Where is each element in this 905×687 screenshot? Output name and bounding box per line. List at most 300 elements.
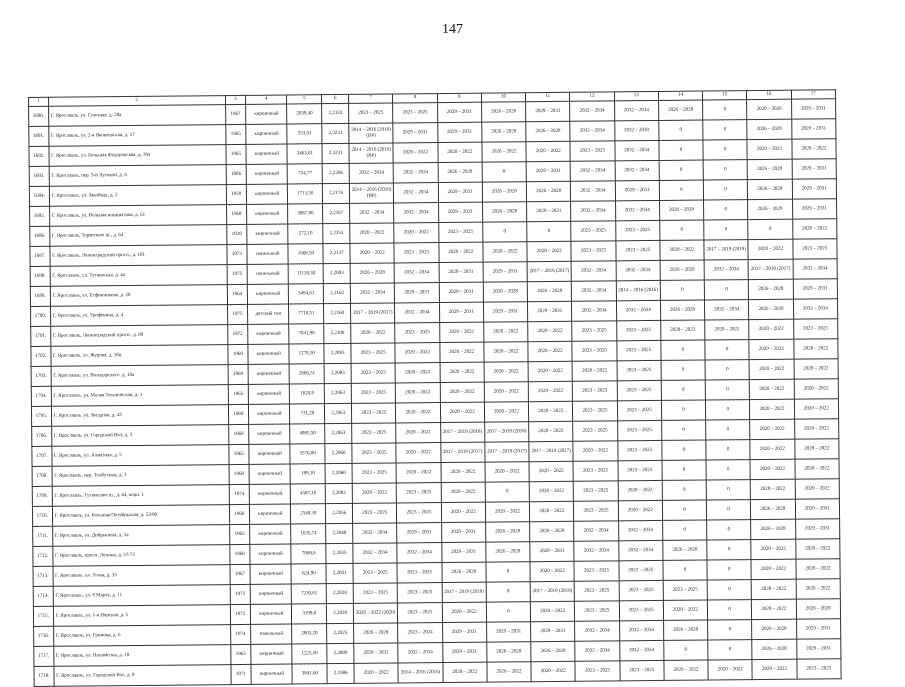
table-cell: 2020 – 2022: [794, 359, 839, 379]
table-cell: 1714.: [33, 586, 53, 606]
table-cell: 2,2060: [325, 463, 352, 483]
table-cell: 2020 – 2022: [663, 600, 707, 620]
table-cell: 2023 – 2025: [353, 563, 397, 583]
table-cell: 2032 – 2034: [570, 161, 614, 181]
table-cell: 1967: [225, 104, 246, 124]
column-number-header: 17: [791, 90, 836, 99]
table-cell: 1965: [228, 384, 249, 404]
page-number: 147: [442, 22, 463, 37]
table-cell: 2032 – 2030: [614, 120, 658, 140]
table-cell: 2017 – 2019 (2018): [440, 422, 484, 442]
table-cell: 2020 – 2022: [792, 139, 837, 159]
table-cell: 1696.: [30, 226, 50, 246]
table-cell: 0: [486, 602, 530, 622]
table-cell: 0: [659, 160, 703, 180]
table-cell: 2032 – 2034: [619, 620, 663, 640]
address-cell: Г. Ярославль, Тормозное ш., д. 64: [49, 225, 226, 247]
table-cell: 3576,80: [290, 444, 325, 464]
table-cell: кирпичный: [249, 404, 290, 424]
table-cell: 1702.: [31, 346, 51, 366]
table-cell: 1969: [228, 404, 249, 424]
table-cell: 2029 – 2031: [791, 119, 836, 139]
table-cell: 189,10: [290, 464, 325, 484]
table-cell: 2032 – 2034: [353, 523, 397, 543]
table-cell: 2026 – 2028: [486, 542, 530, 562]
table-cell: 0: [706, 440, 750, 460]
table-cell: 2039,40: [287, 104, 322, 124]
table-cell: 2029 – 2031: [791, 99, 836, 119]
table-cell: 1969: [229, 464, 250, 484]
table-cell: 0: [659, 180, 703, 200]
table-cell: 7230,61: [292, 584, 327, 604]
table-cell: 2020 – 2022: [484, 342, 528, 362]
table-cell: 2020 – 2022: [795, 539, 840, 559]
table-cell: 1967: [230, 564, 251, 584]
address-cell: Г. Ярославль, ул. Малая Техническая, д. 1: [51, 385, 228, 407]
address-cell: Г. Ярославль, пер. Толбухина, д. 3: [52, 465, 229, 487]
table-cell: 2,2153: [323, 223, 350, 243]
table-cell: 2020 – 2022: [664, 660, 708, 680]
table-cell: 2023 – 2025: [393, 103, 437, 123]
table-cell: 2029 – 2031: [527, 201, 571, 221]
table-cell: 2032 – 2034: [618, 540, 662, 560]
table-cell: 2,2167: [323, 203, 350, 223]
table-cell: 1969: [228, 364, 249, 384]
table-cell: 1620,9: [290, 384, 325, 404]
table-cell: 2017 – 2019 (2017): [351, 303, 395, 323]
table-cell: 7068,6: [291, 544, 326, 564]
table-cell: 1986: [226, 164, 247, 184]
table-cell: 2020 – 2022: [530, 601, 574, 621]
table-cell: 2029 – 2031: [442, 642, 486, 662]
table-cell: 1709.: [32, 486, 52, 506]
column-number-header: 15: [703, 91, 747, 100]
table-cell: 0: [706, 400, 750, 420]
table-cell: 2026 – 2028: [751, 519, 795, 539]
table-cell: 2029 – 2031: [438, 182, 482, 202]
table-cell: 2032 – 2034: [574, 541, 618, 561]
table-cell: кирпичный: [248, 364, 289, 384]
table-cell: 2020 – 2022: [660, 320, 704, 340]
table-cell: 2023 – 2025: [574, 481, 618, 501]
table-cell: 2020 – 2022: [440, 362, 484, 382]
table-cell: 2029 – 2031: [526, 101, 570, 121]
table-cell: 2032 – 2034: [615, 200, 659, 220]
table-cell: 2020 – 2022: [751, 479, 795, 499]
table-cell: 2029 – 2031: [528, 301, 572, 321]
table-cell: 0: [707, 540, 751, 560]
address-cell: Г. Ярославль, ул. Нахимсона, д. 18: [53, 645, 230, 667]
table-cell: 2020 – 2022: [749, 339, 793, 359]
table-cell: кирпичный: [251, 604, 292, 624]
address-cell: Г. Ярославль, ул. Алмазная, д. 5: [51, 445, 228, 467]
table-cell: 2020 – 2022: [396, 383, 440, 403]
table-cell: 2020 – 2022: [794, 399, 839, 419]
table-cell: 2032 – 2034: [398, 643, 442, 663]
table-cell: 2032 – 2034: [572, 301, 616, 321]
table-cell: 0: [661, 380, 705, 400]
table-cell: 2020 – 2022: [618, 500, 662, 520]
table-cell: 11138,30: [288, 264, 323, 284]
table-cell: 1965: [229, 524, 250, 544]
table-cell: 2026 – 2028: [527, 281, 571, 301]
table-cell: 2020 – 2022: [794, 419, 839, 439]
table-cell: кирпичный: [250, 544, 291, 564]
table-cell: 2020 – 2022: [484, 382, 528, 402]
table-cell: 0: [703, 120, 747, 140]
table-cell: 2026 – 2028: [663, 620, 707, 640]
table-cell: 2020 – 2022: [572, 361, 616, 381]
table-cell: 2,2028: [326, 583, 353, 603]
table-cell: 1706.: [32, 426, 52, 446]
table-cell: 0: [704, 280, 748, 300]
column-number-header: 11: [526, 92, 570, 101]
table-cell: 2032 – 2034: [618, 520, 662, 540]
table-cell: 2017 – 2019 (2017): [440, 442, 484, 462]
table-cell: 2026 – 2028: [751, 499, 795, 519]
table-cell: 2032 – 2034: [575, 621, 619, 641]
table-cell: 2032 – 2034: [393, 163, 437, 183]
table-cell: 3067,00: [288, 204, 323, 224]
table-cell: 2020 – 2022: [484, 402, 528, 422]
table-cell: 2029 – 2031: [793, 279, 838, 299]
table-cell: 2020 – 2022: [531, 661, 575, 681]
table-cell: 2023 – 2025: [617, 420, 661, 440]
address-cell: Г. Ярославль, ул. Союзная, д. 28а: [48, 105, 225, 127]
table-cell: 1969: [227, 344, 248, 364]
table-cell: 2026 – 2028: [354, 623, 398, 643]
table-cell: 2549,30: [291, 504, 326, 524]
table-cell: 754,77: [287, 164, 322, 184]
table-cell: 1225,50: [292, 644, 327, 664]
table-cell: 2,2060: [325, 443, 352, 463]
table-cell: 2020 – 2022: [441, 462, 485, 482]
table-cell: 0: [748, 219, 792, 239]
table-cell: 2,2003: [323, 263, 350, 283]
table-cell: 0: [703, 180, 747, 200]
table-cell: 2020 – 2022: [442, 602, 486, 622]
table-cell: 0: [706, 480, 750, 500]
table-cell: 1975: [230, 584, 251, 604]
address-cell: Г. Ярославль, ул. Закобяда, д. 2: [49, 185, 226, 207]
table-cell: 2023 – 2025: [574, 561, 618, 581]
table-cell: 1713.: [33, 566, 53, 586]
table-cell: 1971: [231, 664, 252, 684]
table-cell: 2020 – 2022: [439, 342, 483, 362]
table-cell: 2023 – 2025: [572, 341, 616, 361]
table-cell: 2020 – 2022: [794, 379, 839, 399]
table-cell: 2032 – 2034: [353, 543, 397, 563]
table-cell: 2,2063: [325, 423, 352, 443]
table-cell: 2029 – 2031: [483, 262, 527, 282]
table-cell: 2020 – 2022: [530, 561, 574, 581]
table-cell: 2020 – 2022: [394, 223, 438, 243]
table-cell: 2023 – 2025: [663, 580, 707, 600]
table-cell: кирпичный: [246, 144, 287, 164]
table-cell: 2,2031: [326, 563, 353, 583]
table-cell: 2020 – 2022: [660, 240, 704, 260]
address-cell: Г. Ярославль, ул. Вольная инициатива, д. 61: [49, 205, 226, 227]
table-cell: 1974: [230, 624, 251, 644]
table-cell: 624,90: [291, 564, 326, 584]
table-cell: 2,2083: [324, 343, 351, 363]
table-cell: 2032 – 2034: [705, 300, 749, 320]
table-cell: 2020 – 2022: [529, 401, 573, 421]
table-cell: 2029 – 2031: [796, 639, 841, 659]
table-cell: 1715.: [33, 606, 53, 626]
table-cell: 2020 – 2022: [395, 343, 439, 363]
table-cell: 2026 – 2028: [438, 162, 482, 182]
table-cell: 0: [705, 380, 749, 400]
table-cell: 2020 – 2022: [529, 501, 573, 521]
table-cell: 1963: [230, 644, 251, 664]
table-cell: 2023 – 2025: [353, 583, 397, 603]
table-cell: 1716.: [34, 626, 54, 646]
table-cell: 2032 – 2034: [349, 163, 393, 183]
table-cell: 2017 – 2019 (2017): [529, 441, 573, 461]
table-cell: 2026 – 2022: [482, 142, 526, 162]
table-cell: 2,2332: [322, 103, 349, 123]
table-cell: 2026 – 2028: [482, 202, 526, 222]
column-number-header: 2: [48, 96, 225, 107]
table-cell: 2023 – 2025: [793, 319, 838, 339]
table-cell: 2020 – 2022: [751, 559, 795, 579]
table-cell: 2029 – 2031: [792, 159, 837, 179]
table-cell: 2026 – 2028: [747, 119, 791, 139]
column-number-header: 16: [747, 90, 791, 99]
table-cell: 1973: [227, 244, 248, 264]
table-cell: 2020 – 2022: [396, 443, 440, 463]
table-cell: 1692.: [29, 146, 49, 166]
table-cell: 4587,10: [291, 484, 326, 504]
table-cell: 2023 – 2025: [619, 600, 663, 620]
table-cell: 2020 – 2022: [438, 142, 482, 162]
table-cell: 1707.: [32, 446, 52, 466]
table-cell: 2026 – 2028: [748, 199, 792, 219]
table-cell: 0: [485, 482, 529, 502]
table-cell: 0: [707, 560, 751, 580]
table-cell: 2032 – 2034: [793, 259, 838, 279]
table-cell: 2,2162: [324, 283, 351, 303]
table-cell: 2029 – 2031: [530, 541, 574, 561]
table-cell: 2017 – 2019 (2019): [530, 581, 574, 601]
table-cell: кирпичный: [250, 584, 291, 604]
table-cell: 1698.: [30, 266, 50, 286]
table-cell: 0: [486, 582, 530, 602]
table-cell: 2023 – 2025: [792, 239, 837, 259]
address-cell: Г. Ярославль, просп. Ленина, д. 57/73: [52, 545, 229, 567]
table-cell: 1701.: [31, 326, 51, 346]
table-cell: 2026 – 2028: [526, 121, 570, 141]
table-cell: 2020 – 2022: [441, 502, 485, 522]
table-cell: 2017 – 2019 (2017): [485, 442, 529, 462]
table-cell: 2020 – 2022: [529, 421, 573, 441]
address-cell: Г. Ярославль, ул. Громова, д. 6: [53, 625, 230, 647]
table-cell: 2020 – 2022: [354, 663, 398, 683]
address-cell: Г. Ярославль, ул. Журова, д. 10а: [50, 345, 227, 367]
table-cell: 2020 – 2022: [438, 242, 482, 262]
table-cell: 2026 – 2028: [663, 540, 707, 560]
table-cell: 3199,0: [292, 604, 327, 624]
table-cell: 2,2137: [323, 243, 350, 263]
table-cell: 1960: [229, 544, 250, 564]
table-cell: 2,3231: [322, 123, 349, 143]
table-cell: 1939: [226, 224, 247, 244]
table-cell: 1975: [227, 264, 248, 284]
table-cell: 2020 – 2022: [350, 223, 394, 243]
table-cell: 0: [661, 400, 705, 420]
column-number-header: 1: [29, 97, 49, 106]
table-cell: 2026 – 2028: [482, 182, 526, 202]
table-cell: 0: [664, 640, 708, 660]
table-cell: 2029 – 2031: [486, 622, 530, 642]
table-cell: 2023 – 2025: [615, 240, 659, 260]
table-cell: 0: [704, 220, 748, 240]
table-cell: кирпичный: [249, 464, 290, 484]
table-cell: 0: [707, 580, 751, 600]
table-cell: 2029 – 2031: [437, 122, 481, 142]
table-cell: 2032 – 2034: [616, 260, 660, 280]
table-cell: 1703.: [31, 366, 51, 386]
table-cell: 1718.: [34, 666, 54, 686]
table-cell: 2020 – 2022: [529, 481, 573, 501]
table-cell: 2020 – 2022: [750, 379, 794, 399]
column-number-header: 10: [481, 93, 525, 102]
table-cell: 1712.: [33, 546, 53, 566]
table-cell: 0: [706, 460, 750, 480]
table-cell: 2020 – 2022: [439, 322, 483, 342]
table-cell: 2020 – 2022: [483, 322, 527, 342]
table-cell: 2023 – 2025: [349, 103, 393, 123]
table-cell: 1965: [226, 144, 247, 164]
table-cell: 2023 – 2025: [571, 241, 615, 261]
table-cell: 1694.: [29, 186, 49, 206]
table-cell: 1974: [229, 484, 250, 504]
table-cell: 2026 – 2028: [749, 279, 793, 299]
table-cell: 2023 – 2025: [351, 383, 395, 403]
table-cell: 2020 – 2022: [529, 461, 573, 481]
table-cell: 2,2025: [327, 623, 354, 643]
table-cell: 2020 – 2022: [483, 242, 527, 262]
table-cell: 2,2035: [326, 543, 353, 563]
table-cell: 2023 – 2024: [398, 623, 442, 643]
table-cell: 0: [707, 600, 751, 620]
table-cell: 2029 – 2031: [483, 302, 527, 322]
table-cell: 2026 – 2028: [442, 562, 486, 582]
table-cell: 2020 – 2022: [752, 599, 796, 619]
table-cell: 2026 – 2028: [796, 599, 841, 619]
table-cell: 2029 – 2031: [795, 519, 840, 539]
table-cell: 2029 – 2031: [526, 161, 570, 181]
table-cell: 2026 – 2028: [747, 159, 791, 179]
table-cell: 2020 – 2022: [750, 439, 794, 459]
table-cell: 2026 – 2028: [752, 619, 796, 639]
table-cell: 272,10: [288, 224, 323, 244]
table-cell: 2026 – 2028: [526, 181, 570, 201]
table-cell: 2017 – 2019 (2018): [442, 582, 486, 602]
table-cell: кирпичный: [250, 504, 291, 524]
table-cell: 2023 – 2025: [570, 141, 614, 161]
table-cell: 2026 – 2028: [658, 100, 702, 120]
table-cell: 2020 – 2022: [396, 463, 440, 483]
table-cell: 1635,74: [291, 524, 326, 544]
table-cell: 2032 – 2034: [572, 281, 616, 301]
table-cell: 2032 – 2034: [616, 300, 660, 320]
table-cell: 2020 – 2022: [573, 441, 617, 461]
address-cell: Г. Ярославль, пер. 3-й Луговой, д. 6: [49, 165, 226, 187]
table-cell: 1959: [226, 184, 247, 204]
table-cell: 1668,50: [288, 244, 323, 264]
table-cell: 1975: [227, 304, 248, 324]
table-cell: 0: [482, 162, 526, 182]
column-number-header: 12: [570, 92, 614, 101]
table-cell: 0: [660, 220, 704, 240]
table-cell: 2020 – 2022: [747, 139, 791, 159]
table-cell: 0: [705, 340, 749, 360]
table-cell: 0: [706, 500, 750, 520]
table-cell: 2014 – 2016 (2016) (ВР): [349, 183, 393, 203]
table-cell: 2023 – 2025: [573, 381, 617, 401]
table-cell: 553,81: [287, 124, 322, 144]
table-cell: кирпичный: [248, 324, 289, 344]
column-number-header: 8: [393, 94, 437, 103]
address-cell: Г. Ярославль, ул. Городской Вал, д. 3: [51, 425, 228, 447]
table-cell: 2026 – 2028: [752, 639, 796, 659]
table-cell: 2029 – 2031: [441, 522, 485, 542]
table-cell: 2023 – 2025: [619, 580, 663, 600]
table-cell: 2606,51: [289, 364, 324, 384]
table-cell: 2023 – 2025: [394, 243, 438, 263]
table-cell: 2032 – 2034: [394, 183, 438, 203]
table-cell: 2020 – 2022: [705, 320, 749, 340]
table-cell: 2020 – 2022: [440, 382, 484, 402]
table-cell: 1717.: [34, 646, 54, 666]
table-cell: 3463,61: [287, 144, 322, 164]
address-cell: Г. Ярославль, Ленинградский просп., д. 89: [50, 325, 227, 347]
table-cell: 2032 – 2034: [571, 261, 615, 281]
address-cell: Г. Ярославль, ул. Урофевина, д. 4: [50, 305, 227, 327]
table-cell: 2023 – 2025: [615, 220, 659, 240]
table-cell: 2805,20: [292, 624, 327, 644]
table-cell: 2023 – 2025: [796, 659, 841, 679]
table-cell: 2020 – 2022: [528, 381, 572, 401]
table-cell: кирпичный: [247, 204, 288, 224]
table-cell: 2026 – 2028: [482, 122, 526, 142]
table-cell: 1960: [229, 504, 250, 524]
table-cell: кирпичный: [246, 124, 287, 144]
table-cell: 2023 – 2025: [397, 503, 441, 523]
table-cell: 0: [708, 640, 752, 660]
address-cell: Г. Ярославль, ул. Большая Федоровская, д. 39а: [49, 145, 226, 167]
table-cell: 4985,50: [290, 424, 325, 444]
table-cell: кирпичный: [251, 644, 292, 664]
table-cell: кирпичный: [250, 564, 291, 584]
table-cell: 1278,50: [289, 344, 324, 364]
table-cell: 2,2009: [327, 643, 354, 663]
table-cell: 2026 – 2028: [748, 179, 792, 199]
table-cell: 2020 – 2022: [395, 363, 439, 383]
table-cell: 2032 – 2034: [619, 640, 663, 660]
address-cell: Г. Ярославль, Ленинградский просп., д. 101: [49, 245, 226, 267]
table-cell: 2023 – 2025: [352, 403, 396, 423]
table-cell: 2020 – 2022: [795, 479, 840, 499]
table-cell: 2020 – 2022: [396, 403, 440, 423]
table-cell: 2026 – 2028: [481, 102, 525, 122]
table-cell: 2023 – 2025: [617, 400, 661, 420]
table-cell: 2023 – 2025: [352, 443, 396, 463]
table-cell: 2023 – 2025: [395, 323, 439, 343]
table-cell: 2023 – 2025: [574, 501, 618, 521]
